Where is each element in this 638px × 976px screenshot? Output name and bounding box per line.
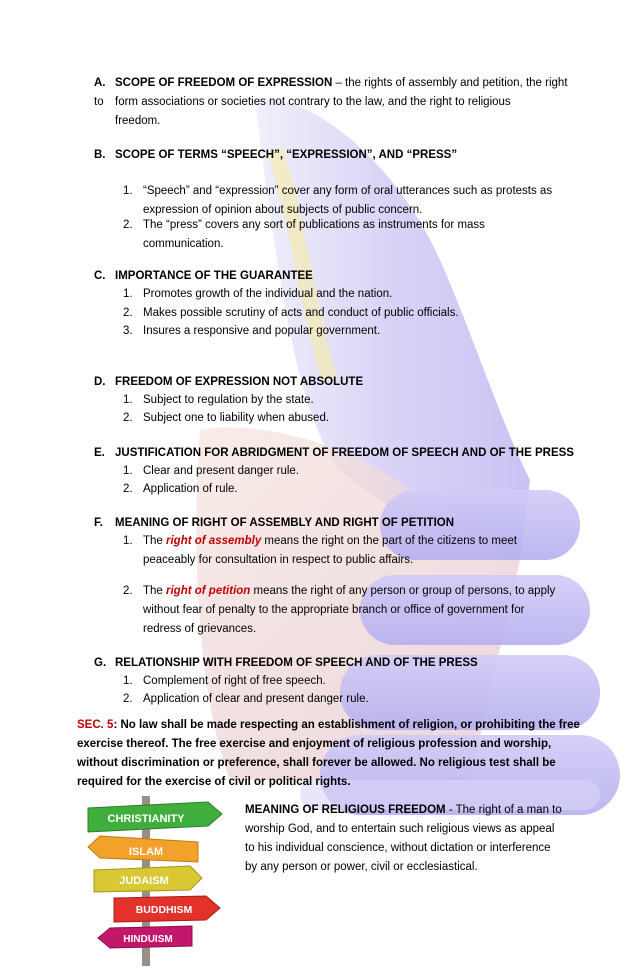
section-g [94,654,478,673]
list-item-text: Insures a responsive and popular government. [143,325,381,337]
religious-freedom-line-2: worship God, and to entertain such religious views as appeal [245,823,555,835]
term-right-of-petition: right of petition [166,585,251,597]
term-right-of-assembly: right of assembly [166,535,262,547]
section-e-item-1 [123,462,573,481]
section-d-item-2 [123,409,573,428]
list-item-text: The “press” covers any sort of publications as instruments for mass [143,219,485,231]
sign-label: CHRISTIANITY [107,813,185,825]
religious-freedom-paragraph [245,801,595,877]
section-g-item-1 [123,672,573,691]
section-b [94,146,457,165]
section-f-heading: MEANING OF RIGHT OF ASSEMBLY AND RIGHT OF PETITION [115,517,455,529]
section-a-text-line2: form associations or societies not contrary to the law, and the right to religious [115,96,511,108]
sec5-paragraph [77,716,597,792]
sec5-label: SEC. 5 [77,719,114,731]
section-d-letter: D. [94,376,106,388]
list-number: 1. [123,185,133,197]
list-item-text: without fear of penalty to the appropriate branch or office of government for [143,604,525,616]
religious-freedom-line-4: by any person or power, civil or ecclesiastical. [245,861,478,873]
list-item-text: “Speech” and “expression” cover any form of oral utterances such as protests as [143,185,553,197]
sign-label: ISLAM [128,846,164,858]
sec5-line-1 [77,716,597,735]
list-item-text: communication. [143,238,224,250]
sign-label: HINDUISM [123,934,173,945]
religion-signpost-image [80,796,230,966]
list-number: 2. [123,412,133,424]
text-run: means the right on the part of the citizens to meet [261,535,517,547]
section-f-item-1 [123,532,573,570]
religious-freedom-line-1 [245,801,595,820]
text-run: The [143,535,167,547]
list-item-text: Clear and present danger rule. [143,465,299,477]
list-item-text: redress of grievances. [143,623,257,635]
text-run: means the right of any person or group of persons, to apply [250,585,556,597]
list-item-text: Promotes growth of the individual and the nation. [143,288,393,300]
section-e [94,444,574,463]
section-d-item-1 [123,391,573,410]
section-a-text-line1: – the rights of assembly and petition, the right to [94,77,568,108]
sign-label: BUDDHISM [135,904,193,916]
list-number: 2. [123,307,133,319]
list-number: 1. [123,288,133,300]
list-number: 1. [123,535,133,547]
list-item-text [143,532,573,551]
list-number: 1. [123,675,133,687]
section-c [94,267,313,286]
list-item-text: Subject to regulation by the state. [143,394,314,406]
section-e-letter: E. [94,447,105,459]
section-g-heading: RELATIONSHIP WITH FREEDOM OF SPEECH AND OF THE PRESS [115,657,478,669]
section-d-heading: FREEDOM OF EXPRESSION NOT ABSOLUTE [115,376,364,388]
section-b-item-1 [123,182,573,220]
list-item-text: peaceably for consultation in respect to public affairs. [143,554,414,566]
list-item-text: Makes possible scrutiny of acts and conduct of public officials. [143,307,459,319]
section-f-item-2 [123,582,573,639]
section-c-letter: C. [94,270,106,282]
list-number: 2. [123,483,133,495]
sign-islam [88,836,198,862]
list-item-text [143,582,573,601]
list-item-text: Application of clear and present danger rule. [143,693,369,705]
religious-freedom-line-3: to his individual conscience, without dictation or interference [245,842,551,854]
text-run: The [143,585,167,597]
sign-label: JUDAISM [119,875,169,887]
section-e-item-2 [123,480,573,499]
list-number: 1. [123,394,133,406]
text-run: - The right of a man to [445,804,562,816]
list-item-text: Subject one to liability when abused. [143,412,330,424]
list-item-text: Application of rule. [143,483,238,495]
section-e-heading: JUSTIFICATION FOR ABRIDGMENT OF FREEDOM OF SPEECH AND OF THE PRESS [115,447,574,459]
section-c-item-2 [123,304,573,323]
text-run: : No law shall be made respecting an establishment of religion, or prohibiting the free [113,719,580,731]
list-number: 2. [123,585,133,597]
section-c-item-3 [123,322,573,341]
sign-christianity [88,802,222,832]
sign-judaism [94,866,202,892]
section-a-letter: A. [94,77,106,89]
list-item-text: expression of opinion about subjects of public concern. [143,204,423,216]
list-number: 1. [123,465,133,477]
sign-hinduism [98,926,192,948]
section-f-letter: F. [94,517,103,529]
sec5-line-3: without discrimination or preference, shall forever be allowed. No religious test shall be [77,757,556,769]
religious-freedom-heading: MEANING OF RELIGIOUS FREEDOM [245,804,446,816]
list-number: 2. [123,693,133,705]
sec5-line-4: required for the exercise of civil or political rights. [77,776,351,788]
section-d [94,373,363,392]
sign-buddhism [114,896,220,922]
section-c-item-1 [123,285,573,304]
section-f [94,514,454,533]
section-b-letter: B. [94,149,106,161]
section-a-heading: SCOPE OF FREEDOM OF EXPRESSION [115,77,333,89]
section-a-text-line3: freedom. [115,115,161,127]
section-b-item-2 [123,216,573,254]
sec5-line-2: exercise thereof. The free exercise and enjoyment of religious profession and worship, [77,738,552,750]
section-g-item-2 [123,690,573,709]
list-number: 2. [123,219,133,231]
section-g-letter: G. [94,657,107,669]
list-number: 3. [123,325,133,337]
list-item-text: Complement of right of free speech. [143,675,326,687]
section-b-heading: SCOPE OF TERMS “SPEECH”, “EXPRESSION”, AND “PRESS” [115,149,458,161]
section-c-heading: IMPORTANCE OF THE GUARANTEE [115,270,313,282]
